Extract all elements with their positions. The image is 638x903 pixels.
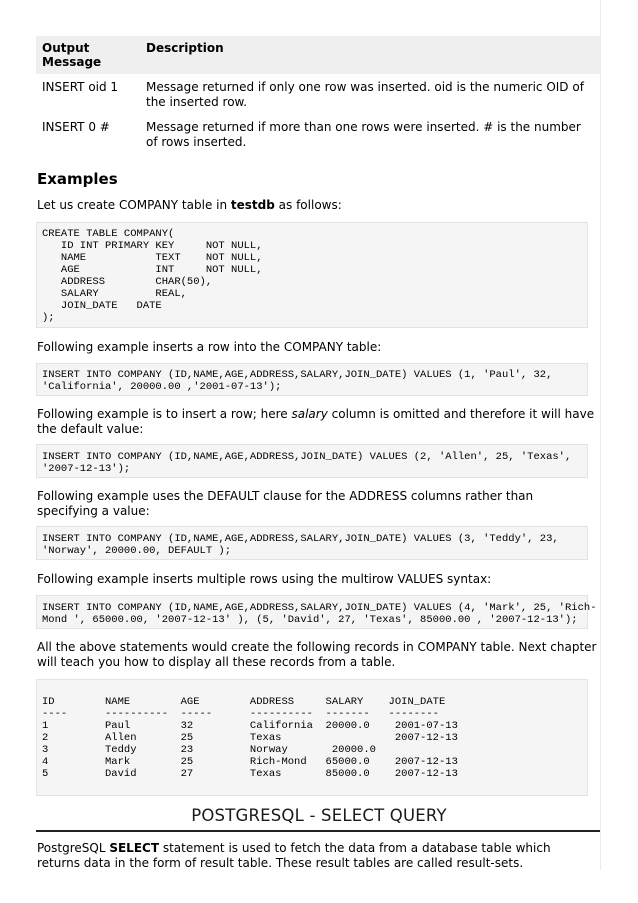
select-intro-text-end: statement is used to fetch the data from a database table which returns data in the form of result table. These result tables are called result-sets. — [37, 841, 551, 870]
section-title-rule — [36, 830, 600, 832]
result-paragraph: All the above statements would create the following records in COMPANY table. Next chapter will teach you how to display all these records from a table. — [37, 640, 597, 669]
output-message-table — [36, 36, 600, 154]
table-row — [36, 114, 600, 154]
create-table-code-block: CREATE TABLE COMPANY( ID INT PRIMARY KEY NOT NULL, NAME TEXT NOT NULL, AGE INT NOT NULL, ADDRESS CHAR(50), SALARY REAL, JOIN_DATE DATE ); — [36, 222, 588, 328]
insert-row-paragraph: Following example inserts a row into the COMPANY table: — [37, 340, 382, 354]
salary-emphasis: salary — [291, 407, 328, 421]
intro-text-end: as follows: — [274, 198, 342, 212]
description-cell: Message returned if more than one rows were inserted. # is the number of rows inserted. — [146, 120, 581, 149]
select-intro-text: PostgreSQL — [37, 841, 110, 855]
description-cell: Message returned if only one row was inserted. oid is the numeric OID of the inserted row. — [146, 80, 584, 109]
insert-multirow-code-block: INSERT INTO COMPANY (ID,NAME,AGE,ADDRESS,SALARY,JOIN_DATE) VALUES (4, 'Mark', 25, 'Rich- Mond ', 65000.00, '2007-12-13' ), (5, 'David', 27, 'Texas', 85000.00 , '2007-12-13'); — [36, 595, 588, 629]
insert-teddy-code-block: INSERT INTO COMPANY (ID,NAME,AGE,ADDRESS,SALARY,JOIN_DATE) VALUES (3, 'Teddy', 23, 'Norway', 20000.00, DEFAULT ); — [36, 526, 588, 560]
omit-text-end: column is omitted and therefore it will have the default value: — [37, 407, 595, 436]
default-clause-paragraph: Following example uses the DEFAULT clause for the ADDRESS columns rather than specifying a value: — [37, 489, 534, 518]
table-header-row — [36, 36, 600, 74]
database-name: testdb — [230, 198, 275, 212]
company-records-code-block: ID NAME AGE ADDRESS SALARY JOIN_DATE ---- ---------- ----- ---------- ------- -------- 1 Paul 32 California 20000.0 2001-07-13 2 Allen 25 Texas 2007-12-13 3 Teddy 23 Norway 20000.0 4 Mark 25 Rich-Mond 65000.0 2007-12-13 5 David 27 Texas 85000.0 2007-12-13 — [36, 679, 588, 796]
table-row — [36, 74, 600, 114]
insert-paul-code-block: INSERT INTO COMPANY (ID,NAME,AGE,ADDRESS,SALARY,JOIN_DATE) VALUES (1, 'Paul', 32, 'California', 20000.00 ,'2001-07-13'); — [36, 363, 588, 396]
select-query-section-title: POSTGRESQL - SELECT QUERY — [191, 806, 447, 825]
column-header-description: Description — [140, 36, 600, 74]
page-margin-rule — [600, 0, 601, 870]
output-cell: INSERT 0 # — [42, 120, 110, 134]
select-intro-paragraph — [37, 841, 597, 871]
intro-text: Let us create COMPANY table in — [37, 198, 231, 212]
examples-heading: Examples — [37, 170, 118, 188]
select-keyword: SELECT — [109, 841, 160, 855]
insert-allen-code-block: INSERT INTO COMPANY (ID,NAME,AGE,ADDRESS,JOIN_DATE) VALUES (2, 'Allen', 25, 'Texas', '2007-12-13'); — [36, 444, 588, 478]
multirow-paragraph: Following example inserts multiple rows using the multirow VALUES syntax: — [37, 572, 492, 586]
omit-column-paragraph — [37, 407, 597, 437]
column-header-output-message: Output Message — [36, 36, 140, 74]
output-cell: INSERT oid 1 — [42, 80, 119, 94]
create-table-intro — [37, 198, 597, 213]
omit-text: Following example is to insert a row; here — [37, 407, 292, 421]
